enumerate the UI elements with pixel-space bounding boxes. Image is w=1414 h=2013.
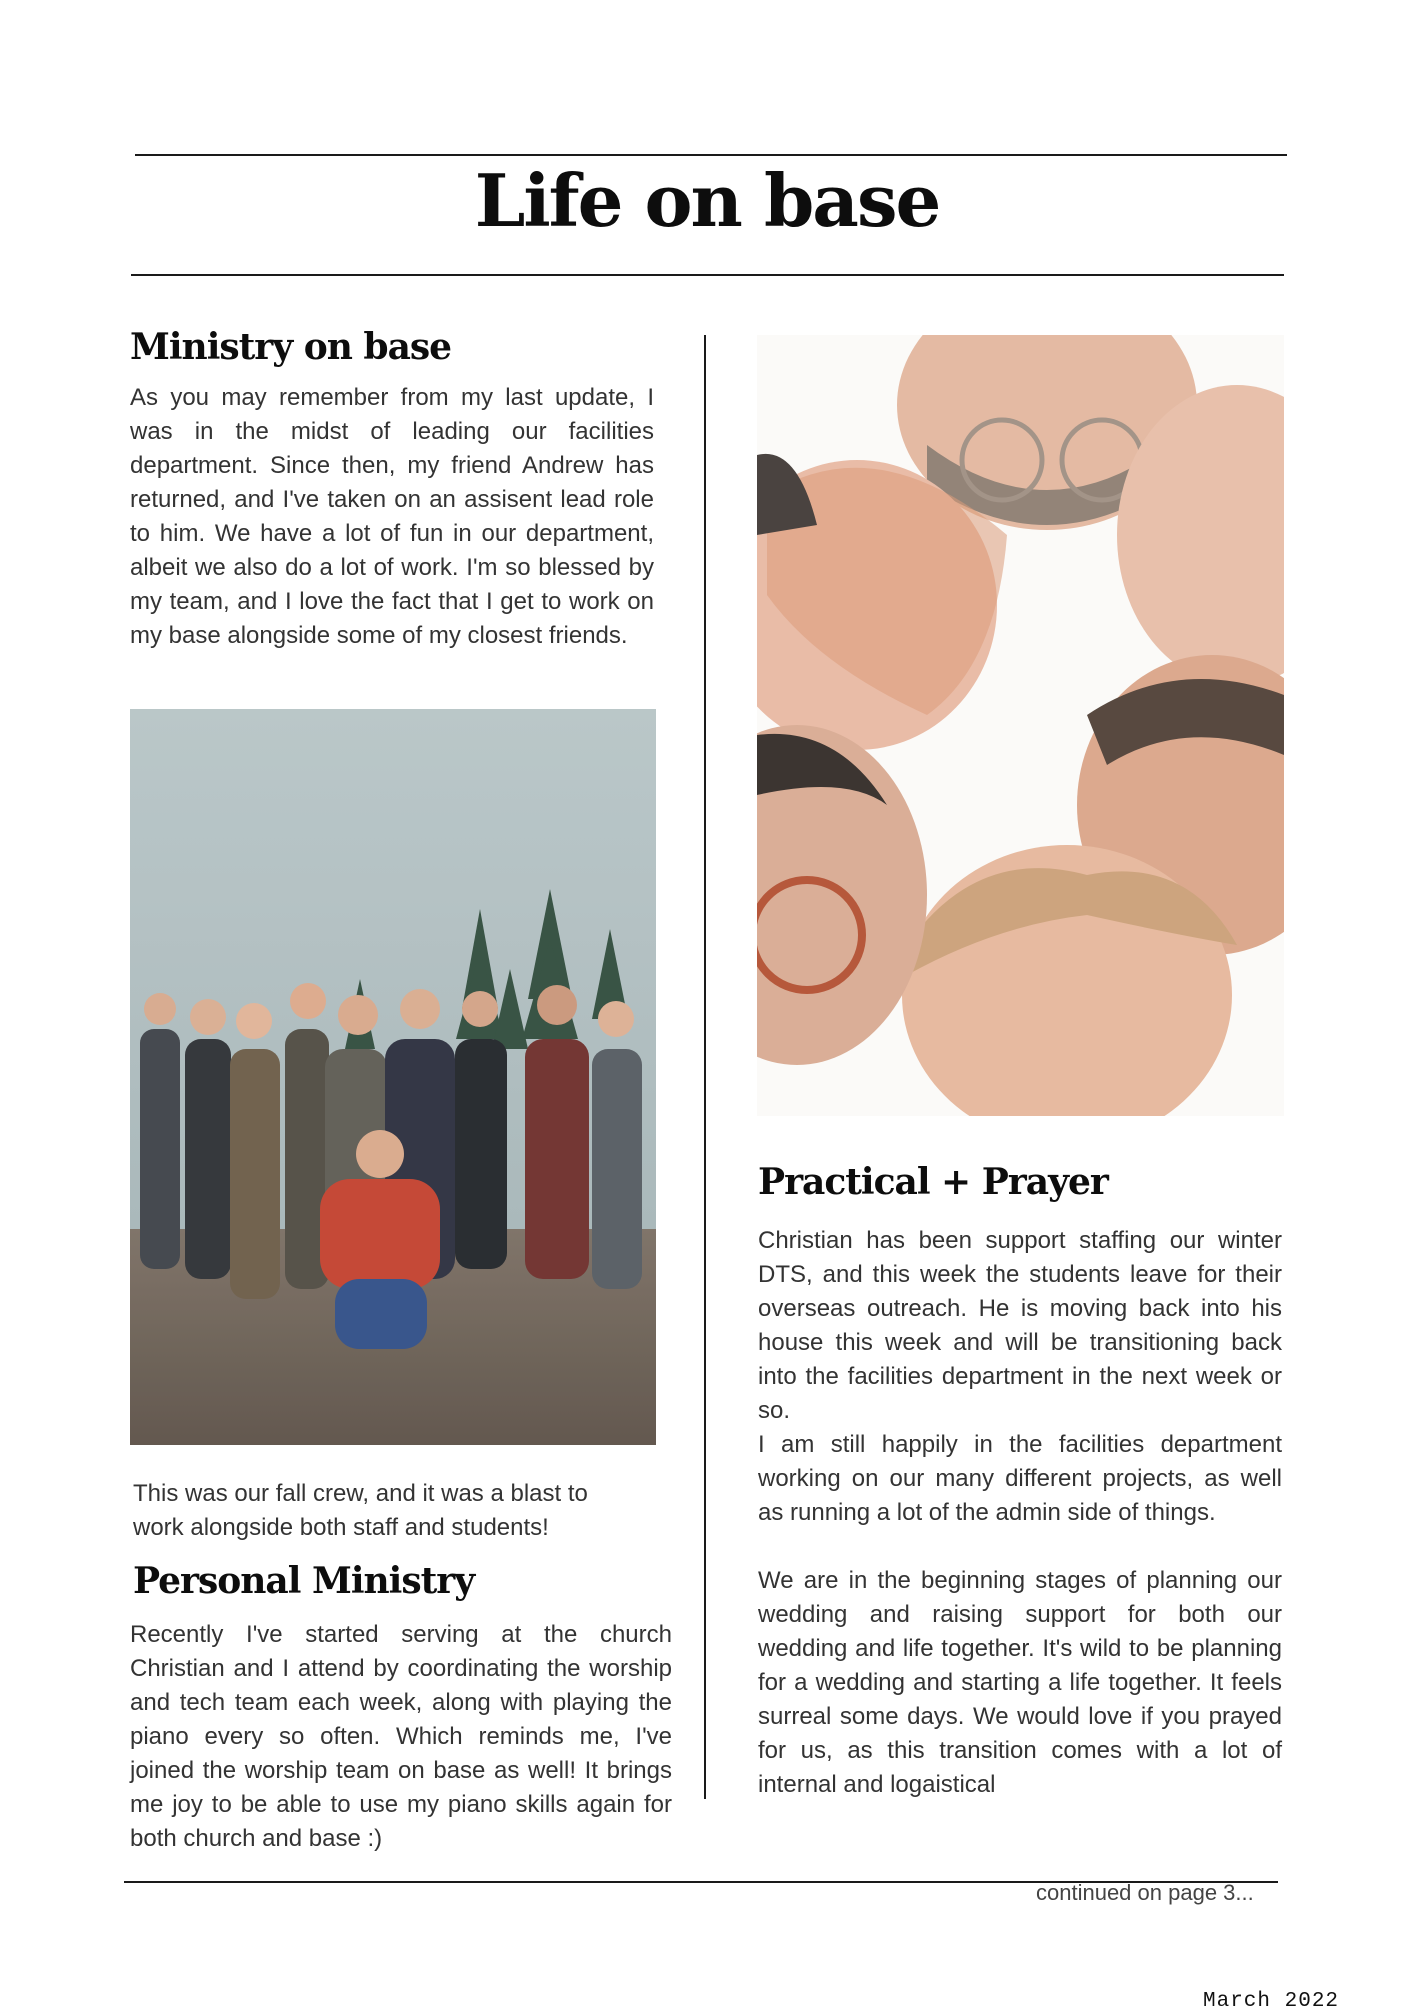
personal-ministry-heading: Personal Ministry bbox=[133, 1560, 475, 1602]
photo-caption: This was our fall crew, and it was a blast to work alongside both staff and students! bbox=[133, 1480, 588, 1541]
fall-crew-photo bbox=[130, 709, 656, 1445]
practical-prayer-body bbox=[758, 1224, 1282, 1802]
ministry-on-base-heading: Ministry on base bbox=[130, 326, 452, 368]
huddle-photo bbox=[757, 335, 1284, 1116]
header-top-rule bbox=[135, 154, 1287, 156]
ministry-on-base-body: As you may remember from my last update, I was in the midst of leading our facilities department. Since then, my friend Andrew has returned, and I've taken on an assisent lead role to him. We have a lot of fun in our department, albeit we also do a lot of work. I'm so blessed by my team, and I love the fact that I get to work on my base alongside some of my closest friends. bbox=[130, 384, 654, 649]
personal-ministry-body: Recently I've started serving at the church Christian and I attend by coordinating the worship and tech team each week, along with playing the piano every so often. Which reminds me, I've joined the worship team on base as well! It brings me joy to be able to use my piano skills again for both church and base :) bbox=[130, 1621, 672, 1852]
practical-prayer-para-2: I am still happily in the facilities department working on our many different projects, as well as running a lot of the admin side of things. bbox=[758, 1431, 1282, 1526]
practical-prayer-para-3: We are in the beginning stages of planning our wedding and raising support for both our wedding and life together. It's wild to be planning for a wedding and starting a life together. It feels surreal some days. We would love if you prayed for us, as this transition comes with a lot of internal and logaistical bbox=[758, 1567, 1282, 1798]
page-title: Life on base bbox=[474, 158, 940, 243]
header-bottom-rule bbox=[131, 274, 1284, 276]
practical-prayer-heading: Practical + Prayer bbox=[758, 1161, 1108, 1203]
paragraph-gap bbox=[758, 1530, 1282, 1564]
issue-date: March 2022 bbox=[1203, 1990, 1340, 2013]
column-divider bbox=[704, 335, 706, 1799]
continued-note: continued on page 3... bbox=[1036, 1880, 1254, 1905]
practical-prayer-para-1: Christian has been support staffing our winter DTS, and this week the students leave for their overseas outreach. He is moving back into his house this week and will be transitioning back into the facilities department in the next week or so. bbox=[758, 1227, 1282, 1424]
